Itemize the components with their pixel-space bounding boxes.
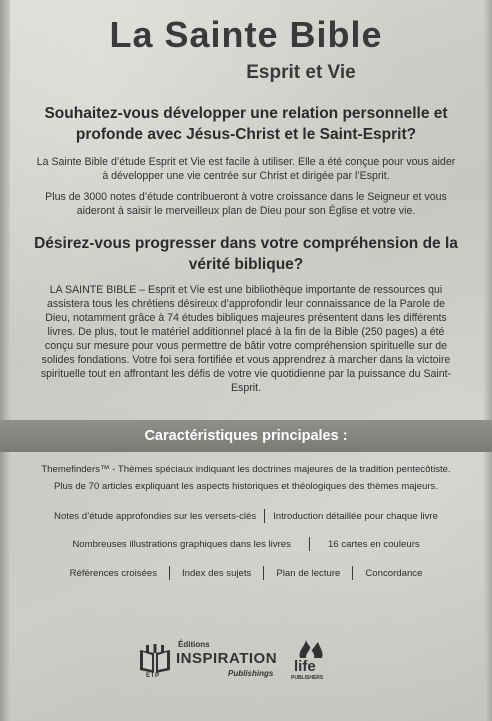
section2-paragraph: LA SAINTE BIBLE – Esprit et Vie est une bibliothèque importante de ressources qui assistera tous les chrétiens désireux d’approfondir leur connaissance de la Parole de Dieu, notamment grâce à 74 études bibliques majeures présentent dans les différents livres. De plus, tout le matériel additionnel placé à la fin de la Bible (250 pages) a été conçu sur mesure pour vous permettre de bâtir votre compréhension spirituelle sur de solides fondations. Votre foi sera fortifiée et vous apprendrez à marcher dans la victoire spirituelle tout en affrontant les défis de votre vie quotidienne par la puissance du Saint-Esprit. — [40, 284, 452, 394]
features-row-3 — [10, 566, 482, 580]
life-publishers-logo — [290, 638, 330, 684]
life-publishers-label: PUBLISHERS — [291, 675, 324, 681]
feature-articles: Plus de 70 articles expliquant les aspects historiques et théologiques des thèmes majeurs. — [54, 481, 438, 492]
flame-icon — [296, 638, 326, 660]
section2-heading: Désirez-vous progresser dans votre compréhension de la vérité biblique? — [34, 235, 458, 273]
feature-themefinders: Themefinders™ - Thèmes spéciaux indiquant les doctrines majeures de la tradition pentecôtiste. — [41, 464, 451, 475]
book-title: La Sainte Bible — [109, 14, 383, 55]
section1-paragraph-1: La Sainte Bible d’étude Esprit et Vie est facile à utiliser. Elle a été conçue pour vous aider à développer une vie centrée sur Christ et dirigée par l’Esprit. — [36, 156, 456, 182]
publisher-eip-label: E I P — [146, 673, 160, 679]
publisher-inspiration-name: INSPIRATION — [176, 650, 278, 667]
features-row-1 — [10, 509, 482, 523]
open-book-icon — [138, 644, 172, 674]
inspiration-publishings-logo — [138, 640, 278, 682]
feature-concordance: Concordance — [365, 567, 423, 579]
feature-cross-references: Références croisées — [69, 567, 158, 579]
life-wordmark: life — [294, 658, 316, 675]
separator — [264, 509, 265, 523]
cover-right-edge — [484, 0, 492, 721]
feature-illustrations: Nombreuses illustrations graphiques dans les livres — [72, 538, 291, 550]
separator — [169, 566, 170, 580]
feature-book-introduction: Introduction détaillée pour chaque livre — [273, 510, 438, 522]
section1-heading: Souhaitez-vous développer une relation personnelle et profonde avec Jésus-Christ et le Saint-Esprit? — [44, 105, 448, 143]
cover-left-edge — [0, 0, 10, 721]
feature-subject-index: Index des sujets — [182, 567, 252, 579]
separator — [309, 537, 310, 551]
book-subtitle: Esprit et Vie — [246, 62, 356, 83]
feature-color-maps: 16 cartes en couleurs — [327, 538, 420, 550]
section1-paragraph-2: Plus de 3000 notes d’étude contribueront à votre croissance dans le Seigneur et vous aideront à saisir le merveilleux plan de Dieu pour son Église et votre vie. — [45, 191, 447, 217]
features-heading: Caractéristiques principales : — [144, 428, 348, 444]
separator — [263, 566, 264, 580]
feature-study-notes: Notes d’étude approfondies sur les versets-clés — [54, 510, 257, 522]
features-heading-band — [0, 420, 492, 452]
separator — [352, 566, 353, 580]
features-row-2 — [10, 537, 482, 551]
feature-reading-plan: Plan de lecture — [276, 567, 341, 579]
publisher-publishings-label: Publishings — [228, 669, 274, 678]
publisher-editions-label: Éditions — [178, 640, 210, 649]
